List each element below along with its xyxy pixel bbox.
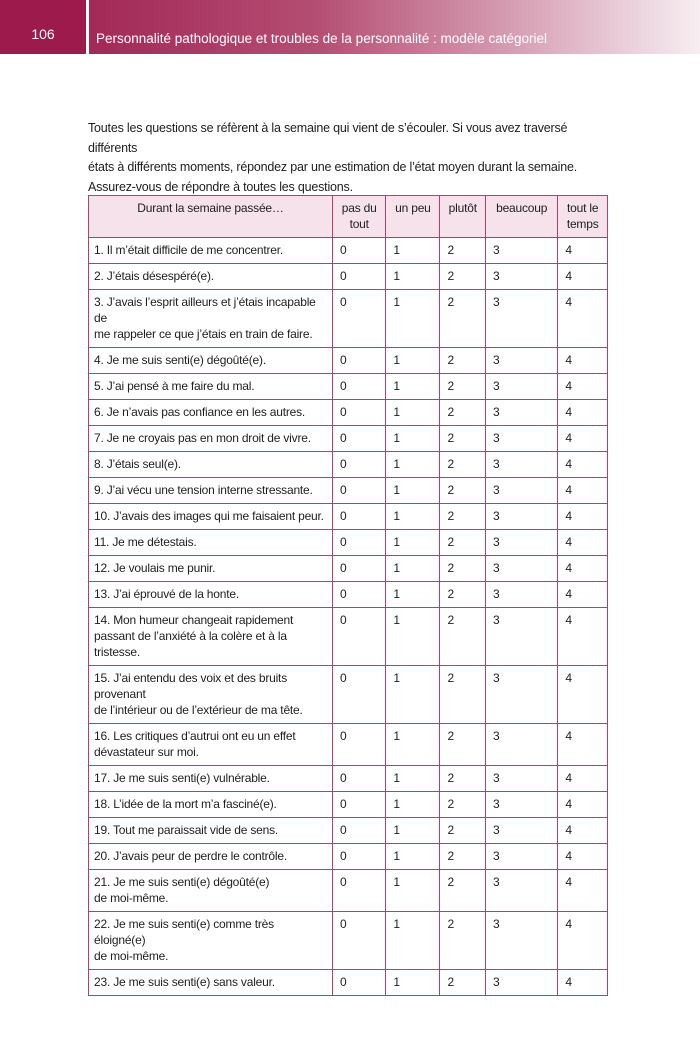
score-option[interactable]: 3: [486, 290, 558, 348]
score-option[interactable]: 1: [386, 870, 440, 912]
score-option[interactable]: 3: [486, 724, 558, 766]
score-option[interactable]: 4: [558, 290, 608, 348]
score-option[interactable]: 3: [486, 844, 558, 870]
score-option[interactable]: 4: [558, 374, 608, 400]
instructions-line: états à différents moments, répondez par une estimation de l’état moyen durant la semaine.: [88, 160, 578, 174]
score-option[interactable]: 3: [486, 870, 558, 912]
score-option[interactable]: 1: [386, 400, 440, 426]
score-option[interactable]: 1: [386, 766, 440, 792]
question-cell: [89, 478, 333, 504]
score-option[interactable]: 0: [333, 724, 386, 766]
score-option[interactable]: 3: [486, 504, 558, 530]
score-option[interactable]: 0: [333, 426, 386, 452]
score-option[interactable]: 0: [333, 478, 386, 504]
question-text: 11. Je me détestais.: [94, 535, 197, 549]
score-option[interactable]: 1: [386, 374, 440, 400]
score-option[interactable]: 3: [486, 400, 558, 426]
question-cell: [89, 818, 333, 844]
score-option[interactable]: 0: [333, 290, 386, 348]
score-option[interactable]: 3: [486, 264, 558, 290]
score-option[interactable]: 1: [386, 530, 440, 556]
score-option[interactable]: 4: [558, 400, 608, 426]
score-option[interactable]: 0: [333, 400, 386, 426]
table-row: [89, 844, 608, 870]
score-option[interactable]: 3: [486, 478, 558, 504]
score-option[interactable]: 3: [486, 452, 558, 478]
score-option[interactable]: 3: [486, 766, 558, 792]
table-row: [89, 666, 608, 724]
score-option[interactable]: 0: [333, 666, 386, 724]
question-text: 5. J’ai pensé à me faire du mal.: [94, 379, 255, 393]
score-option[interactable]: 1: [386, 818, 440, 844]
scale-header-line: pas du: [341, 201, 377, 215]
score-option[interactable]: 2: [440, 608, 486, 666]
question-text: 17. Je me suis senti(e) vulnérable.: [94, 771, 270, 785]
score-option[interactable]: 4: [558, 264, 608, 290]
score-option[interactable]: 4: [558, 666, 608, 724]
table-row: [89, 912, 608, 970]
score-option[interactable]: 3: [486, 666, 558, 724]
score-option[interactable]: 4: [558, 426, 608, 452]
running-title: Personnalité pathologique et troubles de la personnalité : modèle catégoriel: [96, 31, 548, 46]
table-row: [89, 556, 608, 582]
question-text: 16. Les critiques d’autrui ont eu un effet: [94, 729, 296, 743]
score-option[interactable]: 3: [486, 912, 558, 970]
score-option[interactable]: 4: [558, 556, 608, 582]
score-option[interactable]: 4: [558, 348, 608, 374]
question-cell: [89, 504, 333, 530]
score-option[interactable]: 0: [333, 582, 386, 608]
score-option[interactable]: 2: [440, 290, 486, 348]
score-option[interactable]: 3: [486, 792, 558, 818]
question-text: 13. J’ai éprouvé de la honte.: [94, 587, 239, 601]
question-cell: [89, 724, 333, 766]
score-option[interactable]: 0: [333, 608, 386, 666]
question-text: 2. J’étais désespéré(e).: [94, 269, 214, 283]
score-option[interactable]: 0: [333, 818, 386, 844]
question-text: 8. J’étais seul(e).: [94, 457, 181, 471]
question-cell: [89, 238, 333, 264]
instructions-line: Assurez-vous de répondre à toutes les questions.: [88, 179, 353, 194]
score-option[interactable]: 4: [558, 844, 608, 870]
score-option[interactable]: 1: [386, 426, 440, 452]
score-option[interactable]: 0: [333, 374, 386, 400]
score-option[interactable]: 2: [440, 264, 486, 290]
score-option[interactable]: 0: [333, 844, 386, 870]
score-option[interactable]: 4: [558, 766, 608, 792]
score-option[interactable]: 3: [486, 374, 558, 400]
score-option[interactable]: 4: [558, 792, 608, 818]
question-text: 23. Je me suis senti(e) sans valeur.: [94, 975, 275, 989]
scale-header-3: [486, 196, 558, 238]
score-option[interactable]: 2: [440, 452, 486, 478]
score-option[interactable]: 2: [440, 818, 486, 844]
score-option[interactable]: 4: [558, 582, 608, 608]
table-row: [89, 426, 608, 452]
question-cell: [89, 912, 333, 970]
question-cell: [89, 348, 333, 374]
question-cell: [89, 290, 333, 348]
score-option[interactable]: 2: [440, 400, 486, 426]
question-text: 6. Je n’avais pas confiance en les autres.: [94, 405, 306, 419]
score-option[interactable]: 3: [486, 530, 558, 556]
table-row: [89, 530, 608, 556]
score-option[interactable]: 3: [486, 970, 558, 996]
question-text: 9. J’ai vécu une tension interne stressante.: [94, 483, 313, 497]
table-row: [89, 400, 608, 426]
question-cell: [89, 530, 333, 556]
score-option[interactable]: 1: [386, 452, 440, 478]
score-option[interactable]: 2: [440, 530, 486, 556]
score-option[interactable]: 4: [558, 238, 608, 264]
scale-header-2: [440, 196, 486, 238]
score-option[interactable]: 2: [440, 912, 486, 970]
question-cell: [89, 666, 333, 724]
scale-header-line: tout le: [567, 201, 599, 215]
score-option[interactable]: 2: [440, 348, 486, 374]
question-cell: [89, 870, 333, 912]
score-option[interactable]: 4: [558, 504, 608, 530]
score-option[interactable]: 2: [440, 970, 486, 996]
questionnaire-table: [88, 195, 608, 996]
table-row: [89, 452, 608, 478]
page-number: 106: [0, 0, 86, 54]
question-text: 12. Je voulais me punir.: [94, 561, 216, 575]
question-cell: [89, 608, 333, 666]
table-row: [89, 504, 608, 530]
table-row: [89, 870, 608, 912]
table-row: [89, 374, 608, 400]
score-option[interactable]: 3: [486, 818, 558, 844]
scale-header-line: plutôt: [448, 201, 477, 215]
score-option[interactable]: 2: [440, 426, 486, 452]
question-text: 21. Je me suis senti(e) dégoûté(e): [94, 875, 270, 889]
score-option[interactable]: 1: [386, 478, 440, 504]
score-option[interactable]: 2: [440, 666, 486, 724]
question-cell: [89, 792, 333, 818]
instructions-paragraph: [88, 119, 616, 197]
score-option[interactable]: 1: [386, 666, 440, 724]
table-row: [89, 970, 608, 996]
questionnaire-body: [89, 238, 608, 996]
question-text-continued: de l’intérieur ou de l’extérieur de ma tête.: [94, 703, 303, 717]
score-option[interactable]: 2: [440, 582, 486, 608]
scale-header-line: un peu: [395, 201, 431, 215]
score-option[interactable]: 0: [333, 556, 386, 582]
score-option[interactable]: 4: [558, 478, 608, 504]
score-option[interactable]: 1: [386, 844, 440, 870]
question-cell: [89, 426, 333, 452]
score-option[interactable]: 0: [333, 870, 386, 912]
question-text: 20. J’avais peur de perdre le contrôle.: [94, 849, 287, 863]
question-text: 18. L’idée de la mort m’a fasciné(e).: [94, 797, 277, 811]
score-option[interactable]: 1: [386, 724, 440, 766]
question-cell: [89, 264, 333, 290]
score-option[interactable]: 2: [440, 238, 486, 264]
table-row: [89, 608, 608, 666]
table-row: [89, 582, 608, 608]
score-option[interactable]: 0: [333, 264, 386, 290]
scale-header-4: [558, 196, 608, 238]
score-option[interactable]: 3: [486, 608, 558, 666]
score-option[interactable]: 2: [440, 478, 486, 504]
score-option[interactable]: 4: [558, 724, 608, 766]
score-option[interactable]: 1: [386, 608, 440, 666]
table-row: [89, 478, 608, 504]
question-text: 4. Je me suis senti(e) dégoûté(e).: [94, 353, 266, 367]
scale-header-1: [386, 196, 440, 238]
question-text-continued: dévastateur sur moi.: [94, 745, 199, 759]
score-option[interactable]: 1: [386, 290, 440, 348]
score-option[interactable]: 3: [486, 426, 558, 452]
score-option[interactable]: 4: [558, 608, 608, 666]
score-option[interactable]: 0: [333, 792, 386, 818]
table-row: [89, 766, 608, 792]
header-divider: [86, 0, 89, 54]
table-row: [89, 818, 608, 844]
question-column-header: Durant la semaine passée…: [89, 196, 333, 238]
score-option[interactable]: 4: [558, 530, 608, 556]
score-option[interactable]: 1: [386, 912, 440, 970]
score-option[interactable]: 0: [333, 348, 386, 374]
question-cell: [89, 766, 333, 792]
question-cell: [89, 582, 333, 608]
question-cell: [89, 452, 333, 478]
score-option[interactable]: 3: [486, 582, 558, 608]
table-row: [89, 264, 608, 290]
question-cell: [89, 374, 333, 400]
table-header-row: [89, 196, 608, 238]
score-option[interactable]: 1: [386, 792, 440, 818]
score-option[interactable]: 2: [440, 504, 486, 530]
score-option[interactable]: 2: [440, 792, 486, 818]
table-row: [89, 238, 608, 264]
question-text-continued: passant de l’anxiété à la colère et à la tristesse.: [94, 629, 287, 659]
score-option[interactable]: 3: [486, 348, 558, 374]
table-row: [89, 792, 608, 818]
score-option[interactable]: 1: [386, 238, 440, 264]
question-text-continued: de moi-même.: [94, 949, 169, 963]
score-option[interactable]: 0: [333, 530, 386, 556]
score-option[interactable]: 2: [440, 766, 486, 792]
score-option[interactable]: 1: [386, 504, 440, 530]
question-text: 1. Il m’était difficile de me concentrer.: [94, 243, 284, 257]
question-text-continued: de moi-même.: [94, 891, 169, 905]
table-row: [89, 290, 608, 348]
question-text: 10. J’avais des images qui me faisaient peur.: [94, 509, 324, 523]
score-option[interactable]: 4: [558, 912, 608, 970]
scale-header-0: [333, 196, 386, 238]
score-option[interactable]: 2: [440, 870, 486, 912]
score-option[interactable]: 1: [386, 582, 440, 608]
score-option[interactable]: 0: [333, 912, 386, 970]
score-option[interactable]: 1: [386, 348, 440, 374]
score-option[interactable]: 4: [558, 452, 608, 478]
scale-header-line: tout: [349, 217, 369, 231]
question-text: 15. J’ai entendu des voix et des bruits provenant: [94, 671, 287, 701]
score-option[interactable]: 1: [386, 970, 440, 996]
question-cell: [89, 400, 333, 426]
score-option[interactable]: 2: [440, 724, 486, 766]
score-option[interactable]: 1: [386, 264, 440, 290]
score-option[interactable]: 0: [333, 238, 386, 264]
scale-header-line: temps: [566, 217, 599, 231]
scale-header-line: beaucoup: [496, 201, 548, 215]
instructions-line: Toutes les questions se réfèrent à la semaine qui vient de s’écouler. Si vous avez traversé différents: [88, 121, 568, 155]
score-option[interactable]: 0: [333, 504, 386, 530]
score-option[interactable]: 2: [440, 556, 486, 582]
score-option[interactable]: 3: [486, 556, 558, 582]
score-option[interactable]: 2: [440, 374, 486, 400]
score-option[interactable]: 0: [333, 766, 386, 792]
score-option[interactable]: 0: [333, 452, 386, 478]
score-option[interactable]: 4: [558, 818, 608, 844]
question-text: 14. Mon humeur changeait rapidement: [94, 613, 294, 627]
table-row: [89, 724, 608, 766]
question-cell: [89, 556, 333, 582]
score-option[interactable]: 3: [486, 238, 558, 264]
score-option[interactable]: 1: [386, 556, 440, 582]
running-header: [0, 0, 700, 54]
question-text-continued: me rappeler ce que j’étais en train de faire.: [94, 327, 313, 341]
score-option[interactable]: 4: [558, 870, 608, 912]
score-option[interactable]: 4: [558, 970, 608, 996]
question-text: 7. Je ne croyais pas en mon droit de vivre.: [94, 431, 311, 445]
table-row: [89, 348, 608, 374]
question-text: 3. J’avais l’esprit ailleurs et j’étais incapable de: [94, 295, 316, 325]
question-text: 19. Tout me paraissait vide de sens.: [94, 823, 279, 837]
question-cell: [89, 844, 333, 870]
question-cell: [89, 970, 333, 996]
question-text: 22. Je me suis senti(e) comme très éloigné(e): [94, 917, 274, 947]
score-option[interactable]: 2: [440, 844, 486, 870]
score-option[interactable]: 0: [333, 970, 386, 996]
